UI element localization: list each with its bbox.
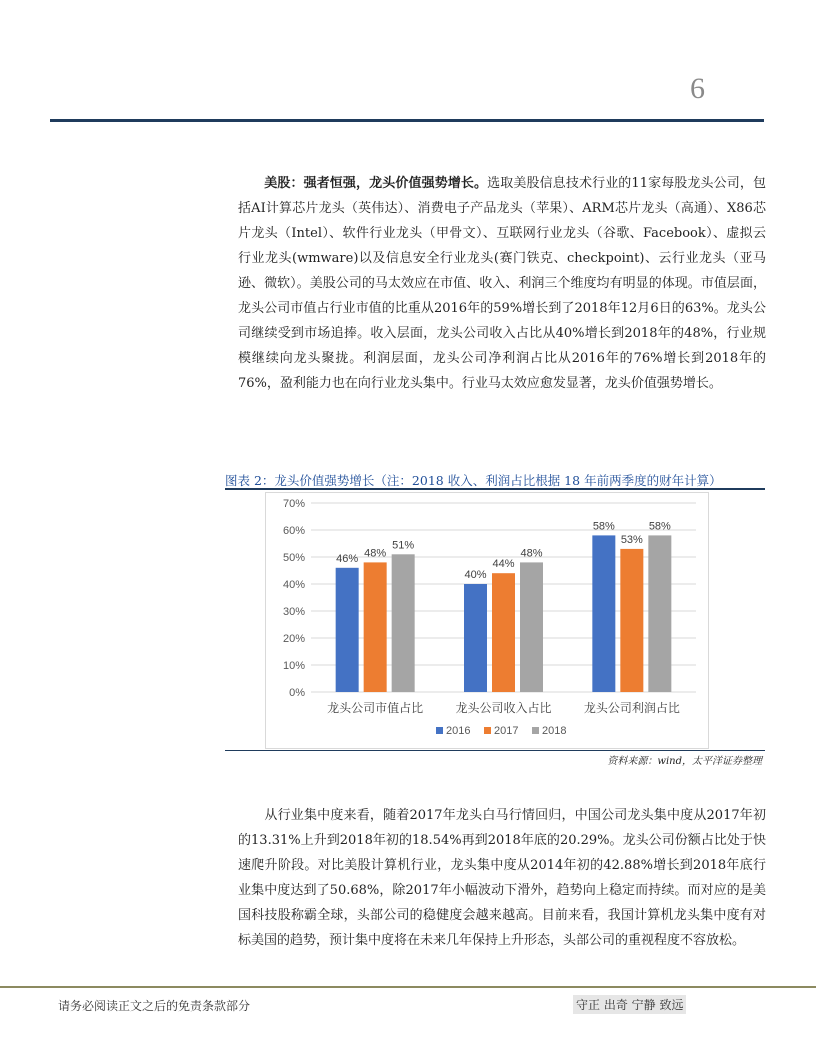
bar-2016 — [464, 584, 487, 692]
legend-swatch-2018 — [532, 727, 539, 734]
page-number: 6 — [690, 72, 705, 105]
paragraph-us-stocks — [238, 171, 766, 396]
legend-label: 2018 — [542, 725, 567, 737]
caption-rule — [225, 488, 765, 490]
legend-label: 2017 — [494, 725, 519, 737]
figure-bottom-rule — [225, 750, 765, 751]
bar-chart — [265, 492, 709, 749]
paragraph-concentration — [238, 803, 766, 953]
bar-2017 — [364, 562, 387, 692]
legend-swatch-2017 — [484, 727, 491, 734]
data-label: 58% — [648, 520, 671, 533]
header-rule — [50, 119, 764, 122]
footer-disclaimer: 请务必阅读正文之后的免责条款部分 — [58, 999, 251, 1013]
chart-canvas — [266, 493, 708, 748]
legend-swatch-2016 — [436, 727, 443, 734]
paragraph-body: 从行业集中度来看，随着2017年龙头白马行情回归，中国公司龙头集中度从2017年初的13.31%上升到2018年初的18.54%再到2018年底的20.29%。龙头公司份额占比处于快速爬升阶段。对比美股计算机行业，龙头集中度从2014年初的42.88%增长到2018年底行业集中度达到了50.68%，除2017年小幅波动下滑外，趋势向上稳定而持续。而对应的是美国科技股称霸全球，头部公司的稳健度会越来越高。目前来看，我国计算机龙头集中度有对标美国的趋势，预计集中度将在未来几年保持上升形态，头部公司的重视程度不容放松。 — [238, 808, 766, 948]
figure-caption: 图表 2：龙头价值强势增长（注：2018 收入、利润占比根据 18 年前两季度的财年计算） — [225, 473, 722, 488]
bar-2018 — [520, 562, 543, 692]
footer-motto: 守正 出奇 宁静 致远 — [573, 995, 686, 1014]
data-label: 48% — [364, 547, 387, 560]
data-label: 44% — [492, 558, 515, 571]
y-tick-label: 70% — [282, 498, 305, 510]
bar-2018 — [648, 535, 671, 692]
y-tick-label: 40% — [282, 579, 305, 591]
paragraph-body: 选取美股信息技术行业的11家每股龙头公司，包括AI计算芯片龙头（英伟达）、消费电子产品龙头（苹果）、ARM芯片龙头（高通）、X86芯片龙头（Intel）、软件行业龙头（甲骨文）、互联网行业龙头（谷歌、Facebook）、虚拟云行业龙头(wmware)以及信息安全行业龙头(赛门铁克、checkpoint)、云行业龙头（亚马逊、微软）。美股公司的马太效应在市值、收入、利润三个维度均有明显的体现。市值层面，龙头公司市值占行业市值的比重从2016年的59%增长到了2018年12月6日的63%。龙头公司继续受到市场追捧。收入层面，龙头公司收入占比从40%增长到2018年的48%，行业规模继续向龙头聚拢。利润层面，龙头公司净利润占比从2016年的76%增长到2018年的76%，盈利能力也在向行业龙头集中。行业马太效应愈发显著，龙头价值强势增长。 — [238, 176, 766, 391]
x-category-label: 龙头公司市值占比 — [327, 701, 424, 715]
data-label: 53% — [620, 533, 643, 546]
bar-2018 — [392, 554, 415, 692]
legend-label: 2016 — [446, 725, 471, 737]
bar-2016 — [336, 568, 359, 692]
y-tick-label: 50% — [282, 552, 305, 564]
data-label: 48% — [520, 547, 543, 560]
bar-2017 — [492, 573, 515, 692]
x-category-label: 龙头公司利润占比 — [583, 701, 680, 715]
bar-2016 — [592, 535, 615, 692]
y-tick-label: 10% — [282, 660, 305, 672]
footer-rule — [0, 986, 816, 988]
x-category-label: 龙头公司收入占比 — [455, 701, 552, 715]
bar-2017 — [620, 549, 643, 692]
data-label: 58% — [592, 520, 615, 533]
paragraph-lead: 美股：强者恒强，龙头价值强势增长。 — [264, 176, 488, 191]
y-tick-label: 60% — [282, 525, 305, 537]
data-label: 51% — [392, 539, 415, 552]
y-tick-label: 20% — [282, 633, 305, 645]
y-tick-label: 0% — [289, 687, 305, 699]
y-tick-label: 30% — [282, 606, 305, 618]
data-label: 46% — [336, 552, 359, 565]
data-label: 40% — [464, 569, 487, 581]
figure-source: 资料来源：wind，太平洋证券整理 — [607, 756, 762, 767]
